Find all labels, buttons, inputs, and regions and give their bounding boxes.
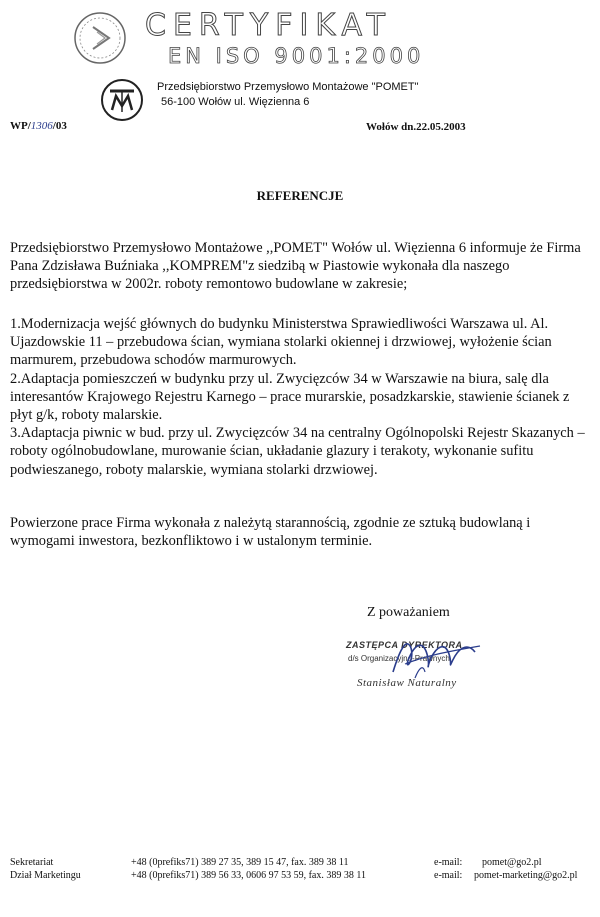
company-name: Przedsiębiorstwo Przemysłowo Montażowe "POMET" — [157, 81, 419, 93]
certificate-standard: EN ISO 9001:2000 — [168, 44, 425, 68]
reference-prefix: WP/ — [10, 120, 31, 132]
page-title: REFERENCJE — [256, 188, 344, 203]
reference-handwritten: 1306 — [30, 120, 53, 132]
stamp-name: Stanisław Naturalny — [357, 677, 457, 689]
footer-email-label: e-mail: — [434, 870, 463, 881]
footer-phones-secretariat: +48 (0prefiks71) 389 27 35, 389 15 47, fax. 389 38 11 — [131, 857, 349, 868]
footer-label-secretariat: Sekretariat — [10, 857, 54, 868]
stamp-department: d/s Organizacyjno-Prawnych — [348, 654, 450, 663]
footer-phones-marketing: +48 (0prefiks71) 389 56 33, 0606 97 53 59, fax. 389 38 11 — [131, 870, 366, 881]
reference-number — [10, 120, 67, 132]
footer-email-marketing: pomet-marketing@go2.pl — [474, 870, 578, 881]
reference-suffix: /03 — [52, 120, 67, 132]
stamp-role: ZASTĘPCA DYREKTORA — [346, 640, 463, 650]
closing-salutation: Z poważaniem — [367, 605, 450, 620]
work-items — [10, 315, 595, 479]
footer-email-label: e-mail: — [434, 857, 463, 868]
footer-label-marketing: Dział Marketingu — [10, 870, 81, 881]
company-address: 56-100 Wołów ul. Więzienna 6 — [161, 96, 310, 108]
work-item-3: 3.Adaptacja piwnic w bud. przy ul. Zwycięzców 34 na centralny Ogólnopolski Rejestr Skazanych – roboty ogólnobudowlane, murowanie ścian, układanie glazury i terakoty, wykonanie sufitu podwieszanego, roboty malarskie, wymiana stolarki drzwiowej. — [10, 425, 585, 478]
intro-paragraph: Przedsiębiorstwo Przemysłowo Montażowe ,,POMET" Wołów ul. Więzienna 6 informuje że Firma Pana Zdzisława Buźniaka ,,KOMPREM"z siedzibą w Piastowie wykonała dla naszego przedsiębiorstwa w 2002r. roboty remontowo budowlane w zakresie; — [10, 240, 581, 293]
certificate-title: CERTYFIKAT — [145, 8, 392, 43]
letter-date: Wołów dn.22.05.2003 — [366, 121, 466, 133]
certification-mark-icon — [72, 10, 128, 66]
footer-email-secretariat: pomet@go2.pl — [482, 857, 542, 868]
work-item-2: 2.Adaptacja pomieszczeń w budynku przy ul. Zwycięzców 34 w Warszawie na biura, salę dla interesantów Krajowego Rejestru Karnego – prace murarskie, posadzkarskie, stawienie ścianek z płyt g/k, roboty malarskie. — [10, 370, 570, 424]
pomet-logo-icon — [100, 78, 144, 122]
work-item-1: 1.Modernizacja wejść głównych do budynku Ministerstwa Sprawiedliwości Warszawa ul. Al. Ujazdowskie 11 – przebudowa ścian, wymiana stolarki okiennej i drzwiowej, wyłożenie ścian marmurem, przebudowa schodów marmurowych. — [10, 316, 552, 369]
handwritten-signature — [345, 628, 495, 688]
closing-paragraph: Powierzone prace Firma wykonała z należytą starannością, zgodnie ze sztuką budowlaną i wymogami inwestora, bezkonfliktowo i w ustalonym terminie. — [10, 515, 531, 550]
